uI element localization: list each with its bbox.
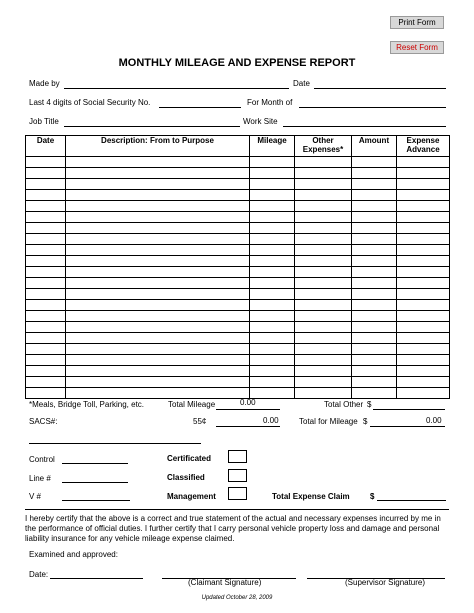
table-cell[interactable]: [250, 157, 295, 168]
approval-date-label: Date:: [29, 570, 49, 579]
table-cell[interactable]: [295, 344, 352, 355]
table-cell[interactable]: [26, 333, 66, 344]
table-cell[interactable]: [66, 344, 250, 355]
table-cell[interactable]: [250, 223, 295, 234]
table-cell[interactable]: [352, 344, 397, 355]
table-cell[interactable]: [352, 355, 397, 366]
table-cell[interactable]: [295, 179, 352, 190]
table-cell[interactable]: [295, 278, 352, 289]
ssn-field[interactable]: [159, 107, 241, 108]
table-cell[interactable]: [352, 311, 397, 322]
certificated-label: Certificated: [167, 454, 212, 463]
table-cell[interactable]: [352, 322, 397, 333]
column-header-amount: Amount: [352, 136, 397, 157]
table-cell[interactable]: [26, 377, 66, 388]
total-other-currency: $: [367, 400, 372, 409]
date-label: Date: [293, 79, 310, 88]
total-expense-claim-field[interactable]: [377, 500, 446, 501]
table-cell[interactable]: [66, 234, 250, 245]
table-cell[interactable]: [397, 388, 450, 399]
table-row: [26, 300, 450, 311]
table-cell[interactable]: [66, 278, 250, 289]
table-cell[interactable]: [250, 190, 295, 201]
table-cell[interactable]: [352, 278, 397, 289]
table-row: [26, 355, 450, 366]
table-cell[interactable]: [352, 267, 397, 278]
classified-checkbox[interactable]: [228, 469, 247, 482]
table-cell[interactable]: [250, 388, 295, 399]
table-row: [26, 190, 450, 201]
table-cell[interactable]: [26, 179, 66, 190]
table-cell[interactable]: [295, 245, 352, 256]
table-cell[interactable]: [352, 245, 397, 256]
total-other-field[interactable]: [373, 409, 445, 410]
table-cell[interactable]: [295, 322, 352, 333]
table-cell[interactable]: [397, 300, 450, 311]
table-row: [26, 344, 450, 355]
table-cell[interactable]: [295, 256, 352, 267]
table-cell[interactable]: [397, 322, 450, 333]
table-cell[interactable]: [352, 201, 397, 212]
total-mileage-field[interactable]: [216, 409, 280, 410]
table-cell[interactable]: [295, 267, 352, 278]
table-cell[interactable]: [352, 377, 397, 388]
table-cell[interactable]: [250, 289, 295, 300]
table-row: [26, 333, 450, 344]
column-header-expense-advance: Expense Advance: [397, 136, 450, 157]
table-cell[interactable]: [250, 377, 295, 388]
table-cell[interactable]: [250, 300, 295, 311]
table-cell[interactable]: [250, 322, 295, 333]
work-site-field[interactable]: [283, 126, 446, 127]
table-row: [26, 157, 450, 168]
table-cell[interactable]: [295, 190, 352, 201]
ssn-label: Last 4 digits of Social Security No.: [29, 98, 151, 107]
table-cell[interactable]: [66, 355, 250, 366]
table-cell[interactable]: [295, 234, 352, 245]
table-cell[interactable]: [352, 179, 397, 190]
table-cell[interactable]: [397, 201, 450, 212]
column-header-other-expenses: Other Expenses*: [295, 136, 352, 157]
table-cell[interactable]: [250, 234, 295, 245]
table-cell[interactable]: [66, 212, 250, 223]
table-cell[interactable]: [26, 344, 66, 355]
table-cell[interactable]: [66, 388, 250, 399]
sacs-label: SACS#:: [29, 417, 58, 426]
table-cell[interactable]: [397, 366, 450, 377]
table-cell[interactable]: [250, 355, 295, 366]
table-cell[interactable]: [66, 322, 250, 333]
table-row: [26, 366, 450, 377]
table-cell[interactable]: [295, 168, 352, 179]
table-cell[interactable]: [250, 366, 295, 377]
line-number-field[interactable]: [62, 482, 128, 483]
table-cell[interactable]: [26, 157, 66, 168]
table-cell[interactable]: [352, 234, 397, 245]
table-row: [26, 256, 450, 267]
table-cell[interactable]: [397, 278, 450, 289]
table-cell[interactable]: [352, 157, 397, 168]
table-body: [26, 157, 450, 399]
table-cell[interactable]: [250, 311, 295, 322]
table-cell[interactable]: [295, 366, 352, 377]
table-cell[interactable]: [26, 245, 66, 256]
table-cell[interactable]: [397, 234, 450, 245]
table-row: [26, 278, 450, 289]
table-cell[interactable]: [26, 366, 66, 377]
table-cell[interactable]: [26, 212, 66, 223]
table-cell[interactable]: [66, 179, 250, 190]
total-expense-claim-label: Total Expense Claim: [272, 492, 350, 501]
table-cell[interactable]: [26, 278, 66, 289]
table-cell[interactable]: [295, 300, 352, 311]
classified-label: Classified: [167, 473, 205, 482]
table-row: [26, 377, 450, 388]
work-site-label: Work Site: [243, 117, 278, 126]
table-cell[interactable]: [352, 212, 397, 223]
total-for-mileage-currency: $: [363, 417, 368, 426]
job-title-field[interactable]: [64, 126, 240, 127]
table-cell[interactable]: [26, 388, 66, 399]
section-divider: [25, 509, 449, 510]
made-by-field[interactable]: [64, 88, 289, 89]
total-other-label: Total Other: [324, 400, 364, 409]
table-cell[interactable]: [66, 157, 250, 168]
table-cell[interactable]: [397, 157, 450, 168]
reset-form-button[interactable]: Reset Form: [390, 41, 444, 54]
table-cell[interactable]: [26, 223, 66, 234]
table-cell[interactable]: [250, 245, 295, 256]
table-row: [26, 267, 450, 278]
for-month-of-field[interactable]: [299, 107, 446, 108]
table-cell[interactable]: [66, 333, 250, 344]
table-cell[interactable]: [26, 322, 66, 333]
table-cell[interactable]: [26, 190, 66, 201]
table-cell[interactable]: [250, 212, 295, 223]
table-cell[interactable]: [250, 267, 295, 278]
table-cell[interactable]: [397, 333, 450, 344]
total-expense-currency: $: [370, 492, 375, 501]
rate-value: 0.00: [263, 416, 279, 425]
table-cell[interactable]: [295, 311, 352, 322]
total-for-mileage-value: 0.00: [426, 416, 442, 425]
control-label: Control: [29, 455, 55, 464]
mileage-rate: 55¢: [193, 417, 207, 426]
table-row: [26, 234, 450, 245]
table-cell[interactable]: [250, 344, 295, 355]
v-number-field[interactable]: [62, 500, 130, 501]
sacs-field[interactable]: [29, 443, 201, 444]
table-row: [26, 201, 450, 212]
table-cell[interactable]: [26, 256, 66, 267]
table-cell[interactable]: [295, 157, 352, 168]
table-cell[interactable]: [66, 289, 250, 300]
table-cell[interactable]: [397, 212, 450, 223]
table-cell[interactable]: [397, 377, 450, 388]
table-cell[interactable]: [66, 201, 250, 212]
column-header-mileage: Mileage: [250, 136, 295, 157]
meals-note: *Meals, Bridge Toll, Parking, etc.: [29, 400, 145, 409]
total-for-mileage-field[interactable]: [370, 426, 445, 427]
table-cell[interactable]: [66, 300, 250, 311]
table-cell[interactable]: [66, 190, 250, 201]
table-cell[interactable]: [352, 333, 397, 344]
table-cell[interactable]: [26, 289, 66, 300]
table-row: [26, 179, 450, 190]
column-header-date: Date: [26, 136, 66, 157]
table-cell[interactable]: [295, 289, 352, 300]
table-cell[interactable]: [250, 333, 295, 344]
table-cell[interactable]: [397, 245, 450, 256]
table-cell[interactable]: [250, 278, 295, 289]
table-cell[interactable]: [352, 168, 397, 179]
management-label: Management: [167, 492, 216, 501]
made-by-label: Made by: [29, 79, 60, 88]
table-cell[interactable]: [26, 355, 66, 366]
table-cell[interactable]: [295, 377, 352, 388]
expense-table: [25, 135, 450, 399]
table-cell[interactable]: [250, 201, 295, 212]
table-cell[interactable]: [66, 245, 250, 256]
control-field[interactable]: [62, 463, 128, 464]
table-cell[interactable]: [26, 267, 66, 278]
table-row: [26, 311, 450, 322]
table-cell[interactable]: [295, 388, 352, 399]
v-number-label: V #: [29, 492, 42, 501]
table-cell[interactable]: [397, 267, 450, 278]
table-cell[interactable]: [295, 333, 352, 344]
table-cell[interactable]: [397, 355, 450, 366]
table-row: [26, 245, 450, 256]
total-mileage-label: Total Mileage: [168, 400, 216, 409]
table-row: [26, 388, 450, 399]
table-cell[interactable]: [352, 289, 397, 300]
table-cell[interactable]: [26, 300, 66, 311]
table-cell[interactable]: [295, 201, 352, 212]
table-cell[interactable]: [397, 344, 450, 355]
table-row: [26, 212, 450, 223]
table-cell[interactable]: [352, 300, 397, 311]
table-row: [26, 322, 450, 333]
table-cell[interactable]: [352, 223, 397, 234]
table-cell[interactable]: [397, 311, 450, 322]
table-cell[interactable]: [66, 256, 250, 267]
supervisor-signature-label: (Supervisor Signature): [345, 578, 426, 587]
table-cell[interactable]: [397, 256, 450, 267]
job-title-label: Job Title: [29, 117, 59, 126]
for-month-of-label: For Month of: [247, 98, 293, 107]
table-row: [26, 289, 450, 300]
table-row: [26, 223, 450, 234]
table-cell[interactable]: [397, 223, 450, 234]
print-form-button[interactable]: Print Form: [390, 16, 444, 29]
table-header-row: [26, 136, 450, 157]
table-cell[interactable]: [26, 201, 66, 212]
management-checkbox[interactable]: [228, 487, 247, 500]
table-cell[interactable]: [250, 168, 295, 179]
date-field[interactable]: [314, 88, 446, 89]
table-row: [26, 168, 450, 179]
table-cell[interactable]: [66, 366, 250, 377]
approval-date-field[interactable]: [50, 578, 143, 579]
rate-field[interactable]: [216, 426, 280, 427]
table-cell[interactable]: [295, 355, 352, 366]
examined-approved-label: Examined and approved:: [29, 550, 118, 559]
page-title: MONTHLY MILEAGE AND EXPENSE REPORT: [118, 57, 356, 69]
table-cell[interactable]: [352, 366, 397, 377]
table-cell[interactable]: [250, 179, 295, 190]
table-cell[interactable]: [26, 311, 66, 322]
line-number-label: Line #: [29, 474, 51, 483]
table-cell[interactable]: [397, 168, 450, 179]
total-for-mileage-label: Total for Mileage: [299, 417, 358, 426]
table-cell[interactable]: [397, 289, 450, 300]
column-header-description: Description: From to Purpose: [66, 136, 250, 157]
table-cell[interactable]: [352, 256, 397, 267]
table-cell[interactable]: [66, 168, 250, 179]
certificated-checkbox[interactable]: [228, 450, 247, 463]
table-cell[interactable]: [66, 267, 250, 278]
table-cell[interactable]: [295, 223, 352, 234]
table-cell[interactable]: [26, 168, 66, 179]
claimant-signature-label: (Claimant Signature): [188, 578, 262, 587]
table-cell[interactable]: [66, 223, 250, 234]
footer-updated-date: Updated October 28, 2009: [201, 595, 273, 601]
table-cell[interactable]: [397, 179, 450, 190]
certification-statement: I hereby certify that the above is a correct and true statement of the actual and necessary expenses incurred by me in the performance of official duties. I further certify that I carry personal vehicle property loss and damage and personal liability insurance for any vehicle mileage expense claimed.: [25, 514, 441, 543]
total-mileage-value: 0.00: [240, 398, 256, 407]
table-cell[interactable]: [250, 256, 295, 267]
table-cell[interactable]: [66, 311, 250, 322]
table-cell[interactable]: [66, 377, 250, 388]
table-cell[interactable]: [352, 190, 397, 201]
table-cell[interactable]: [26, 234, 66, 245]
table-cell[interactable]: [352, 388, 397, 399]
table-cell[interactable]: [397, 190, 450, 201]
table-cell[interactable]: [295, 212, 352, 223]
